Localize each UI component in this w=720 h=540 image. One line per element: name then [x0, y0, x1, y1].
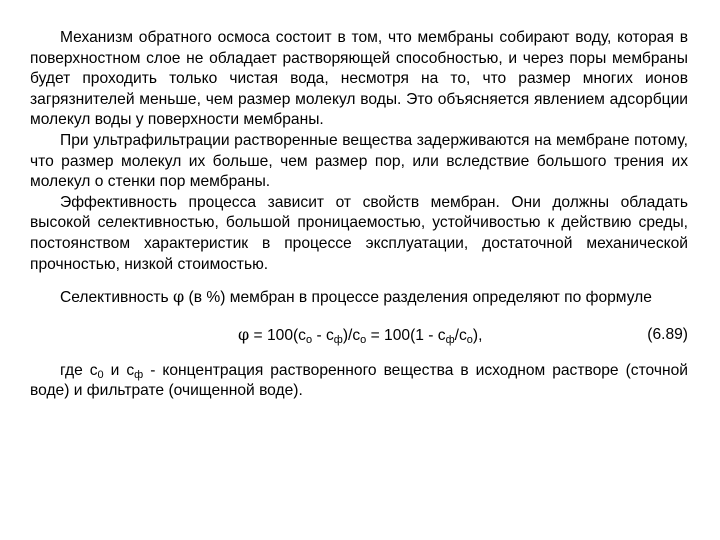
definition-subscript: 0 — [97, 368, 104, 381]
formula-subscript: o — [360, 333, 367, 346]
paragraph-reverse-osmosis: Механизм обратного осмоса состоит в том, что мембраны собирают воду, которая в поверхностном слое не обладает растворяющей способностью, и через поры мембраны будет проходить только чистая вода, несмотря на то, что размер многих ионов загрязнителей меньше, чем размер молекул воды. Это объясняется явлением адсорбции молекул воды у поверхности мембраны. — [30, 29, 688, 129]
document-page — [30, 28, 688, 402]
paragraph-ultrafiltration: При ультрафильтрации растворенные вещества задерживаются на мембране потому, что размер молекул их больше, чем размер пор, или вследствие большого трения их молекул о стенки пор мембраны. — [30, 131, 688, 191]
formula-line — [30, 325, 688, 347]
formula-part: /c — [454, 326, 467, 344]
formula-subscript: o — [466, 333, 473, 346]
paragraph-definition — [30, 361, 688, 402]
paragraph-efficiency: Эффективность процесса зависит от свойств мембран. Они должны обладать высокой селективностью, большой проницаемостью, устойчивостью к действию среды, постоянством характеристик в процессе эксплуатации, достаточной механической прочностью, низкой стоимостью. — [30, 193, 688, 273]
definition-part: где c — [60, 361, 98, 379]
formula-subscript: o — [305, 333, 313, 346]
definition-part: и c — [103, 361, 135, 379]
selectivity-text-before: Селективность — [60, 289, 174, 307]
formula-part: ), — [472, 326, 483, 344]
selectivity-text-after: (в %) мембран в процессе разделения определяют по формуле — [184, 289, 652, 307]
definition-subscript: ф — [134, 368, 144, 381]
formula-phi: φ — [238, 324, 250, 344]
formula-expression — [238, 325, 482, 347]
phi-symbol: φ — [173, 287, 185, 307]
definition-part: - концентрация растворенного вещества в исходном растворе (сточной воде) и фильтрате (очищенной воде). — [30, 361, 688, 400]
formula-part: = 100(1 - c — [366, 326, 446, 344]
formula-part: )/c — [342, 326, 361, 344]
formula-subscript: ф — [333, 333, 343, 346]
formula-part: - c — [312, 326, 334, 344]
paragraph-selectivity — [30, 287, 688, 309]
formula-subscript: ф — [445, 333, 455, 346]
formula-part: = 100(c — [249, 326, 306, 344]
formula-number: (6.89) — [647, 325, 688, 343]
